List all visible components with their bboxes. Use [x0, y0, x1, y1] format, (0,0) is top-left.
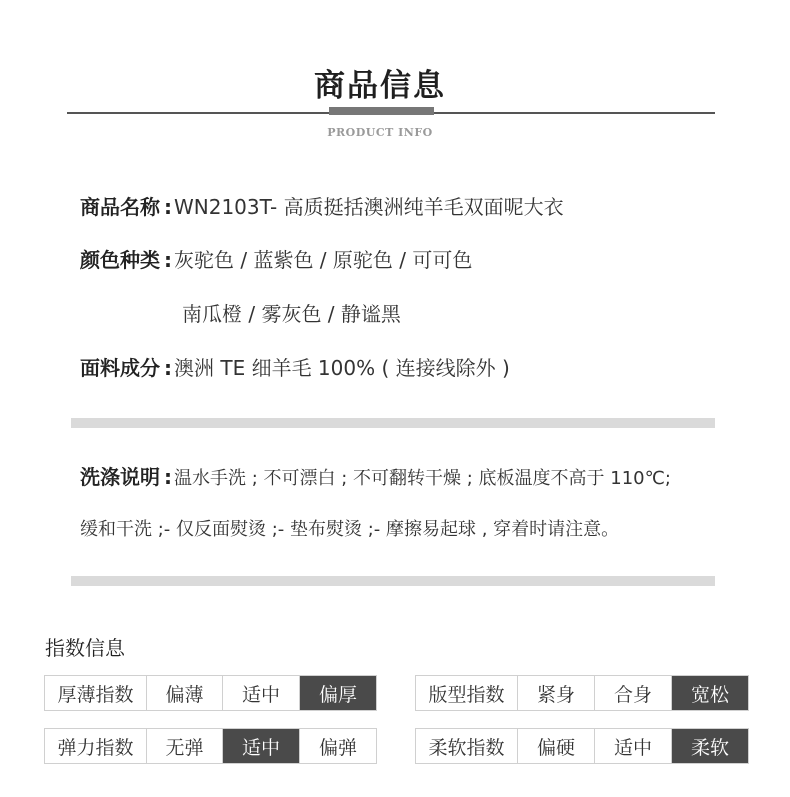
- thickness-index-label: 厚薄指数: [45, 676, 147, 711]
- colors-row: 颜色种类 : 灰驼色 / 蓝紫色 / 原驼色 / 可可色: [80, 248, 473, 272]
- colors-label: 颜色种类: [80, 248, 160, 272]
- care-line2: 缓和干洗 ;- 仅反面熨烫 ;- 垫布熨烫 ;- 摩擦易起球 , 穿着时请注意。: [80, 519, 620, 540]
- page-subtitle: PRODUCT INFO: [327, 126, 433, 139]
- thickness-index-table: [44, 675, 377, 711]
- fit-index-table: [415, 675, 749, 711]
- section-divider-2: [71, 576, 715, 586]
- fabric-value: 澳洲 TE 细羊毛 100% ( 连接线除外 ): [174, 356, 510, 380]
- softness-index-table: [415, 728, 749, 764]
- softness-option-hard: 偏硬: [518, 729, 595, 764]
- softness-option-soft-selected: 柔软: [672, 729, 749, 764]
- product-name-value: WN2103T- 高质挺括澳洲纯羊毛双面呢大衣: [174, 195, 564, 219]
- colors-value-line2: 南瓜橙 / 雾灰色 / 静谧黑: [182, 302, 401, 326]
- colors-value-line1: 灰驼色 / 蓝紫色 / 原驼色 / 可可色: [174, 248, 473, 272]
- product-name-label: 商品名称: [80, 195, 160, 219]
- title-accent-bar: [329, 107, 434, 115]
- thickness-option-medium: 适中: [223, 676, 300, 711]
- care-row: 洗涤说明 : 温水手洗 ; 不可漂白 ; 不可翻转干燥 ; 底板温度不高于 110℃;: [80, 465, 671, 489]
- fit-index-label: 版型指数: [416, 676, 518, 711]
- care-line1: 温水手洗 ; 不可漂白 ; 不可翻转干燥 ; 底板温度不高于 110℃;: [174, 468, 671, 489]
- care-label: 洗涤说明: [80, 465, 160, 489]
- fabric-label: 面料成分: [80, 356, 160, 380]
- elasticity-index-label: 弹力指数: [45, 729, 147, 764]
- thickness-option-thick-selected: 偏厚: [300, 676, 377, 711]
- softness-index-label: 柔软指数: [416, 729, 518, 764]
- elasticity-option-stretchy: 偏弹: [300, 729, 377, 764]
- elasticity-index-table: [44, 728, 377, 764]
- elasticity-option-medium-selected: 适中: [223, 729, 300, 764]
- page-title: 商品信息: [314, 68, 446, 104]
- fit-option-slim: 紧身: [518, 676, 595, 711]
- fit-option-loose-selected: 宽松: [672, 676, 749, 711]
- thickness-option-thin: 偏薄: [147, 676, 223, 711]
- softness-option-medium: 适中: [595, 729, 672, 764]
- fabric-row: 面料成分 : 澳洲 TE 细羊毛 100% ( 连接线除外 ): [80, 356, 510, 380]
- elasticity-option-none: 无弹: [147, 729, 223, 764]
- fit-option-regular: 合身: [595, 676, 672, 711]
- index-info-title: 指数信息: [45, 636, 125, 660]
- section-divider-1: [71, 418, 715, 428]
- product-name-row: 商品名称 : WN2103T- 高质挺括澳洲纯羊毛双面呢大衣: [80, 195, 564, 219]
